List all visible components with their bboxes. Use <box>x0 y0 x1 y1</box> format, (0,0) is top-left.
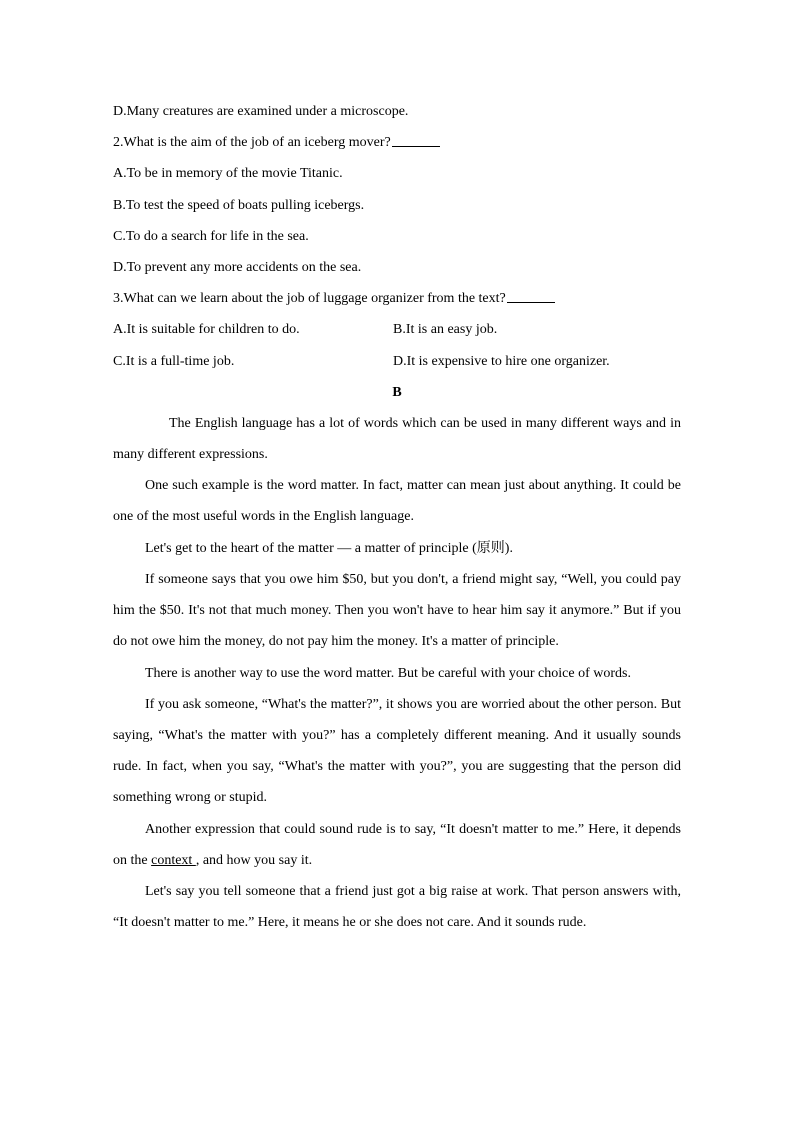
q3-stem-text: 3.What can we learn about the job of luggage organizer from the text? <box>113 291 506 307</box>
q2-stem-text: 2.What is the aim of the job of an iceberg mover? <box>113 135 391 151</box>
paragraph-2: One such example is the word matter. In fact, matter can mean just about anything. It could be one of the most useful words in the English language. <box>113 478 681 525</box>
q2-option-c: C.To do a search for life in the sea. <box>113 228 309 244</box>
paragraph-4: If someone says that you owe him $50, but you don't, a friend might say, “Well, you could pay him the $50. It's not that much money. Then you won't have to hear him say it anymore.” But if you do not owe him the money, do not pay him the money. It's a matter of principle. <box>113 571 681 650</box>
q3-option-a: A.It is suitable for children to do. <box>113 322 300 338</box>
q2-answer-blank[interactable] <box>392 132 440 147</box>
document-page <box>113 96 681 938</box>
context-underlined-word: context <box>151 852 196 868</box>
paragraph-7-text-after: , and how you say it. <box>195 852 313 868</box>
q3-option-c: C.It is a full-time job. <box>113 353 235 369</box>
paragraph-7 <box>113 814 681 876</box>
q2-option-b: B.To test the speed of boats pulling icebergs. <box>113 197 365 213</box>
q3-option-d: D.It is expensive to hire one organizer. <box>393 353 610 369</box>
paragraph-5: There is another way to use the word matter. But be careful with your choice of words. <box>145 665 631 681</box>
paragraph-1: The English language has a lot of words which can be used in many different ways and in many different expressions. <box>113 415 681 463</box>
paragraph-8: Let's say you tell someone that a friend just got a big raise at work. That person answers with, “It doesn't matter to me.” Here, it means he or she does not care. And it sounds rude. <box>113 883 681 931</box>
q2-option-a: A.To be in memory of the movie Titanic. <box>113 166 343 182</box>
paragraph-7-text-before: Another expression that could sound rude is to say, “It doesn't matter to me.” Here, it depends on the <box>113 821 681 868</box>
q2-option-d: D.To prevent any more accidents on the sea. <box>113 259 362 275</box>
q1-option-d: D.Many creatures are examined under a microscope. <box>113 104 409 119</box>
q2-stem <box>113 127 681 158</box>
q3-options-row-2 <box>113 346 681 377</box>
paragraph-6: If you ask someone, “What's the matter?”, it shows you are worried about the other person. But saying, “What's the matter with you?” has a completely different meaning. And it usually sounds rude. In fact, when you say, “What's the matter with you?”, you are suggesting that the person did something wrong or stupid. <box>113 696 681 806</box>
q3-answer-blank[interactable] <box>507 288 555 303</box>
paragraph-3: Let's get to the heart of the matter — a matter of principle (原则). <box>145 540 513 556</box>
q3-stem <box>113 283 681 314</box>
q3-option-b: B.It is an easy job. <box>393 322 498 338</box>
section-b-heading: B <box>392 384 402 400</box>
q3-options-row-1 <box>113 314 681 345</box>
